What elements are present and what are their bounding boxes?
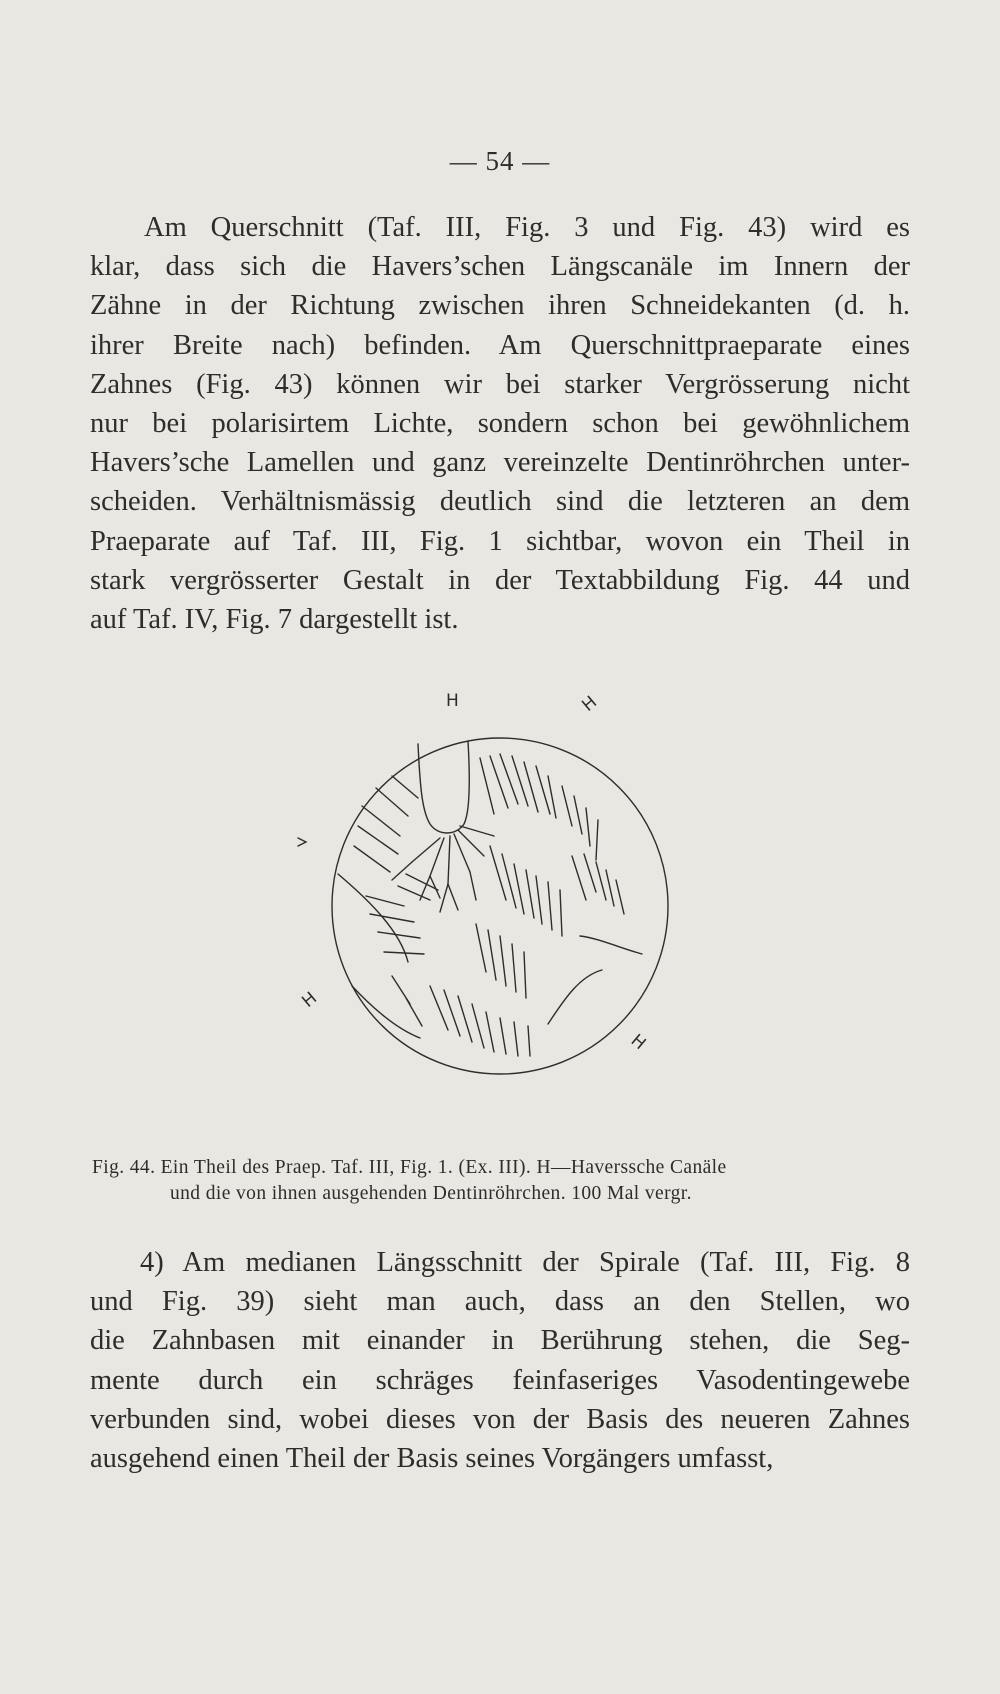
paragraph-1 [90,208,910,639]
paragraph-1-line: stark vergrösserter Gestalt in der Textabbildung Fig. 44 und [90,564,910,596]
paragraph-1-line: ihrer Breite nach) befinden. Am Querschnittpraeparate eines [90,329,910,361]
microscope-field-circle [332,738,668,1074]
paragraph-2-line: ausgehend einen Theil der Basis seines Vorgängers umfasst, [90,1443,774,1475]
paragraph-2-line: die Zahnbasen mit einander in Berührung stehen, die Seg- [90,1325,910,1357]
paragraph-1-line: Zähne in der Richtung zwischen ihren Schneidekanten (d. h. [90,290,910,322]
haversian-canal-bottom-right [548,970,602,1024]
page-number: — 54 — [449,146,551,176]
paragraph-2-line: mente durch ein schräges feinfaseriges Vasodentingewebe [90,1364,910,1396]
paragraph-1-line: Am Querschnitt (Taf. III, Fig. 3 und Fig. 43) wird es [144,212,910,243]
paragraph-1-line: auf Taf. IV, Fig. 7 dargestellt ist. [90,604,459,636]
figure-caption [92,1155,912,1207]
paragraph-1-line: klar, dass sich die Havers’schen Längscanäle im Innern der [90,251,910,283]
paragraph-1-line: scheiden. Verhältnismässig deutlich sind die letzteren an dem [90,486,910,518]
caption-line-2: und die von ihnen ausgehenden Dentinröhrchen. 100 Mal vergr. [170,1183,692,1204]
label-haversian-lower-left: H [298,988,322,1012]
label-haversian-lower-right: H [626,1030,650,1055]
label-haversian-upper-right: H [578,692,602,716]
microscope-field-illustration [280,686,720,1126]
paragraph-2-line: und Fig. 39) sieht man auch, dass an den Stellen, wo [90,1286,910,1318]
label-haversian-top: H [446,691,459,711]
caption-line-1: Fig. 44. Ein Theil des Praep. Taf. III, Fig. 1. (Ex. III). H—Haverssche Canäle [92,1157,727,1178]
paragraph-2-line: 4) Am medianen Längsschnitt der Spirale (Taf. III, Fig. 8 [140,1247,910,1278]
figure-44-drawing [280,686,720,1126]
haversian-canal-right [580,936,642,954]
haversian-canal-left [338,874,408,962]
paragraph-1-line: Zahnes (Fig. 43) können wir bei starker Vergrösserung nicht [90,368,910,400]
paragraph-1-line: Havers’sche Lamellen und ganz vereinzelte Dentinröhrchen unter- [90,447,910,479]
paragraph-2-line: verbunden sind, wobei dieses von der Basis des neueren Zahnes [90,1403,910,1435]
paragraph-1-line: nur bei polarisirtem Lichte, sondern schon bei gewöhnlichem [90,408,910,440]
paragraph-2 [90,1243,910,1478]
paragraph-1-line: Praeparate auf Taf. III, Fig. 1 sichtbar, wovon ein Theil in [90,525,910,557]
